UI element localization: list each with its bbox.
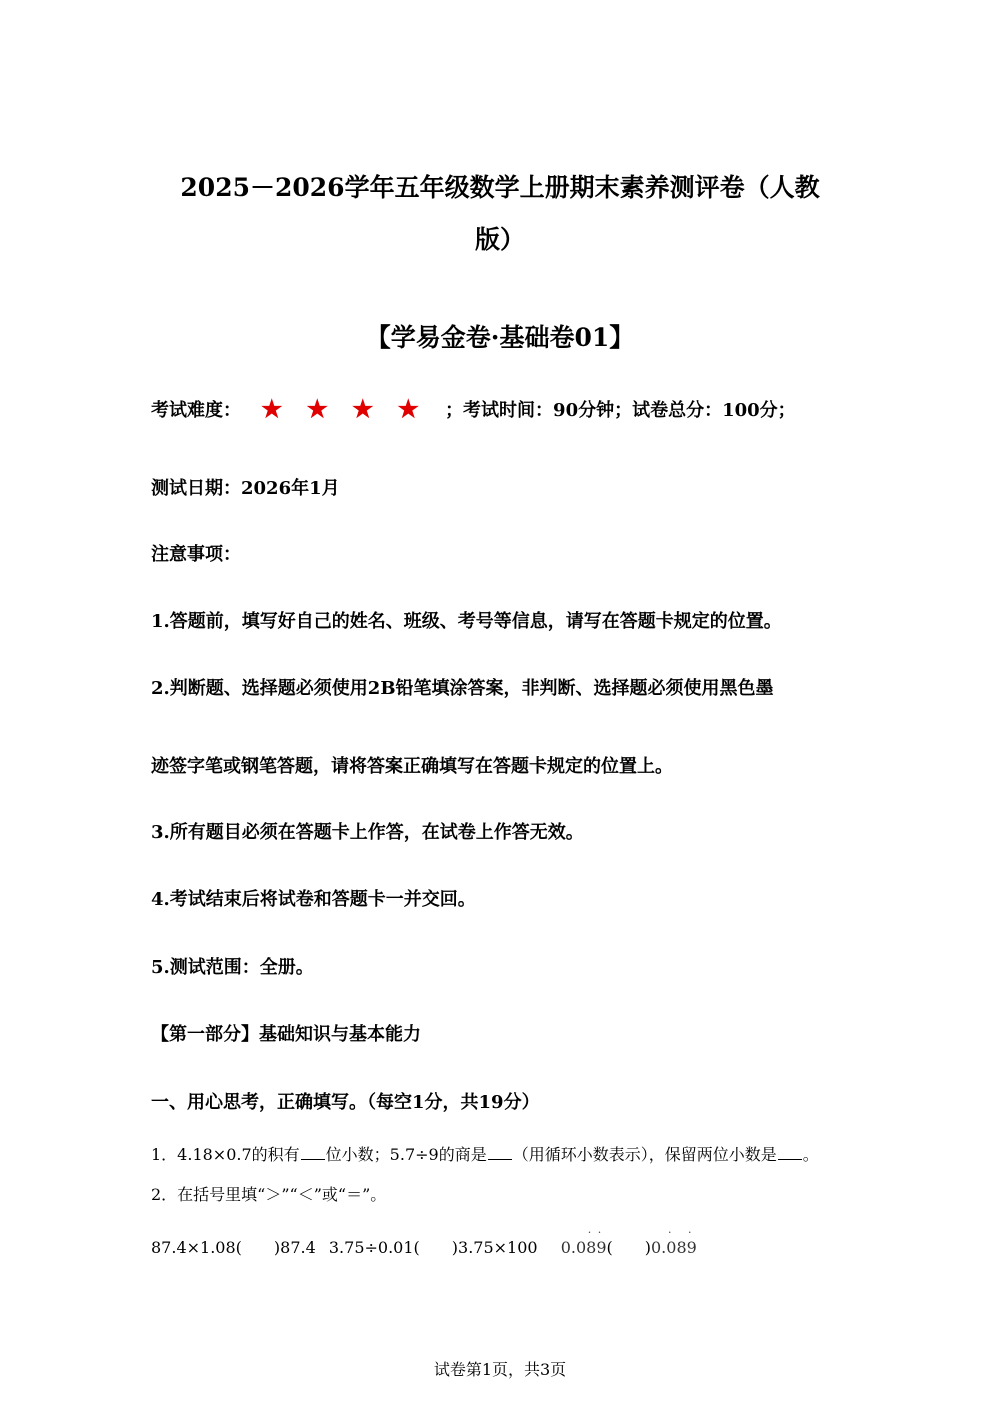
star-icon: ★: [261, 394, 283, 423]
note-item-2-line1: 2.判断题、选择题必须使用2B铅笔填涂答案，非判断、选择题必须使用黑色墨: [151, 678, 774, 699]
answer-blank[interactable]: [488, 1145, 512, 1160]
star-icon: ★: [397, 394, 420, 423]
question-2-stem: 2．在括号里填“＞”“＜”或“＝”。: [151, 1185, 387, 1204]
note-item-5: 5.测试范围：全册。: [151, 957, 314, 978]
difficulty-label: 考试难度：: [151, 400, 241, 421]
section1-heading: 一、用心思考，正确填写。（每空1分，共19分）: [151, 1092, 540, 1113]
q2-expr-2: 3.75÷0.01( )3.75×100: [328, 1238, 538, 1257]
star-icon: ★: [306, 394, 329, 423]
note-item-3: 3.所有题目必须在答题卡上作答，在试卷上作答无效。: [151, 822, 584, 843]
difficulty-stars: [249, 393, 431, 422]
exam-subtitle: 【学易金卷·基础卷01】: [365, 323, 635, 352]
note-item-2-line2: 迹签字笔或钢笔答题，请将答案正确填写在答题卡规定的位置上。: [151, 756, 673, 777]
exam-title-line2: 版）: [474, 225, 525, 254]
q2-expr-1: 87.4×1.08( )87.4: [151, 1238, 316, 1257]
exam-info-rest: ；考试时间：90分钟；试卷总分：100分；: [445, 400, 796, 421]
test-date: 测试日期：2026年1月: [151, 478, 340, 499]
q1-part-c: （用循环小数表示），保留两位小数是: [512, 1145, 777, 1164]
q2-paren: ( ): [606, 1238, 651, 1257]
exam-info-line: [151, 393, 796, 422]
recurring-decimal-a: 0.089 · ·: [560, 1226, 607, 1257]
answer-blank[interactable]: [301, 1145, 325, 1160]
repeat-dot: ·: [668, 1226, 672, 1239]
note-item-1: 1.答题前，填写好自己的姓名、班级、考号等信息，请写在答题卡规定的位置。: [151, 611, 782, 632]
recurring-decimal-b: 0.089 · ·: [651, 1226, 697, 1257]
notes-heading: 注意事项：: [151, 544, 241, 565]
page-footer: 试卷第1页，共3页: [433, 1360, 567, 1379]
repeat-dot: ·: [688, 1226, 692, 1239]
repeat-dot: ·: [587, 1226, 592, 1239]
q1-part-a: 1．4.18×0.7的积有: [151, 1145, 300, 1164]
star-icon: ★: [352, 394, 374, 423]
q1-part-d: 。: [802, 1145, 819, 1164]
answer-blank[interactable]: [778, 1145, 802, 1160]
part1-heading: 【第一部分】基础知识与基本能力: [151, 1024, 421, 1045]
note-item-4: 4.考试结束后将试卷和答题卡一并交回。: [151, 889, 476, 910]
repeat-dot: ·: [597, 1226, 602, 1239]
exam-title-line1: 2025－2026学年五年级数学上册期末素养测评卷（人教: [180, 173, 820, 202]
question-1: [151, 1142, 819, 1165]
question-2-expressions: [151, 1226, 697, 1258]
q1-part-b: 位小数；5.7÷9的商是: [325, 1145, 487, 1164]
